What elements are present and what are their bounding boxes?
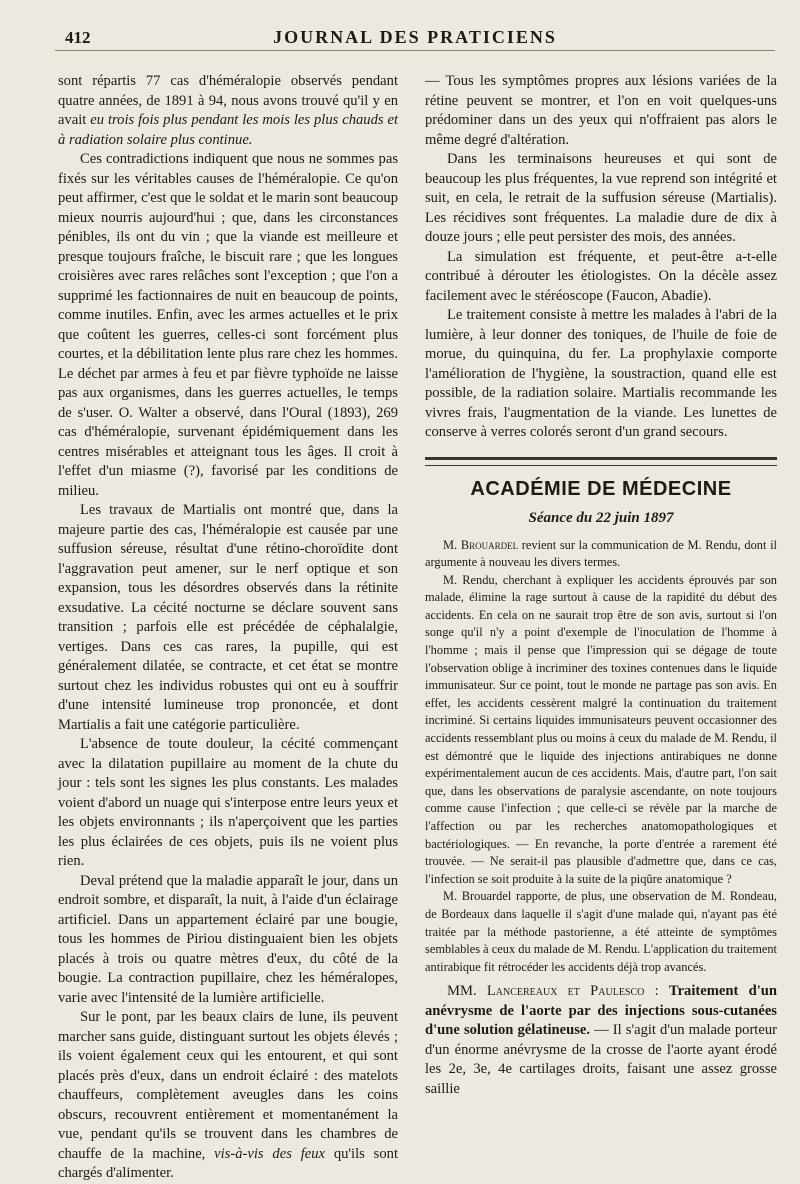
text-run: sont répartis 77 cas d'héméralopie observés pendant quatre années, de 1891 à 94, nous avons trouvé qu'il y en avait: [58, 73, 398, 128]
text-run: — Il s'agit d'un malade porteur d'un énorme anévrysme de la crosse de l'aorte ayant érodé les 2e, 3e, 4e cartilages droits, faisant une assez grosse saillie: [425, 1022, 777, 1097]
left-paragraph-4: L'absence de toute douleur, la cécité commençant avec la dilatation pupillaire au moment de la chute du jour : tels sont les signes les plus constants. Les malades voient d'abord un nuage qui s'interpose entre leurs yeux et les objets environnants ; ils n'aperçoivent que les parties les plus éclairées de ces objets, puis ils ne voient plus rien.: [58, 736, 398, 869]
academy-report: [425, 537, 777, 977]
text-run: qu'ils sont chargés d'alimenter.: [58, 1145, 398, 1181]
report-paragraph-2: M. Rendu, cherchant à expliquer les accidents éprouvés par son malade, élimine la rage surtout à cause de la rapidité du début des accidents. En cela on ne saurait trop être de son avis, surtout si l'on songe qu'il n'y a point d'exemple de l'inoculation de l'homme à l'homme ; mais il pense que l'impression qui se dégage de toute l'observation oblige à incriminer des toxines contenues dans le liquide immunisateur. Sur ce point, tout le monde ne partage pas son avis. En effet, les accidents cessèrent malgré la continuation du traitement incriminé. Si certains liquides immunisateurs peuvent occasionner des accidents ressemblant plus ou moins à ceux du malade de M. Rendu, il est démontré que le liquide des injections antirabiques ne donne expérimentalement aucun de ces accidents. Mais, d'autre part, l'on sait que, dans les observations de paralysie ascendante, on note toujours comme cause l'infection ; que celle-ci se révèle par la marche de l'affection ou par les recherches anatomopathologiques et bactériologiques. — En revanche, la porte d'entrée a rarement été trouvée. — Ne serait-il pas plausible d'admettre que, dans ce cas, l'infection se soit produite à la suite de la piqûre anatomique ?: [425, 572, 777, 886]
text-run: revient sur la communication de M. Rendu, dont il argumente à nouveau les divers termes.: [425, 537, 777, 570]
left-paragraph-2: Ces contradictions indiquent que nous ne sommes pas fixés sur les véritables causes de l'héméralopie. Ce qu'on peut affirmer, c'est que le soldat et le marin sont beaucoup mieux nourris aujourd'hui ; que, dans les circonstances pénibles, ils ont du vin ; que la viande est meilleure et presque toujours fraîche, le biscuit rare ; que les longues croisières avec rares relâches sont l'exception ; que l'on a supprimé les factionnaires de nuit en beaucoup de points, comme inutiles. Enfin, avec les armes actuelles et le prix que coûtent les guerres, celles-ci sont forcément plus courtes, et la débilitation lente plus rare chez les hommes. Le déchet par armes à feu et par fièvre typhoïde ne laisse pas aux organismes, dans les guerres actuelles, le temps de s'user. O. Walter a observé, dans l'Oural (1893), 269 cas d'héméralopie, survenant épidémiquement dans les centres misérables et atteignant tous les âges. Il croit à l'effet d'un miasme (?), favorisé par les conditions de milieu.: [58, 151, 398, 499]
journal-title: JOURNAL DES PRATICIENS: [273, 27, 557, 47]
left-paragraph-5: Deval prétend que la maladie apparaît le jour, dans un endroit sombre, et disparaît, la nuit, à l'aide d'un éclairage artificiel. Dans un appartement éclairé par une bougie, tous les hommes de Piriou distinguaient bien les objets placés à trois ou quatre mètres d'eux, du côté de la bougie. La contraction pupillaire, chez les héméralopes, varie avec l'intensité de la lumière artificielle.: [58, 872, 398, 1006]
text-run: Sur le pont, par les beaux clairs de lune, ils peuvent marcher sans guide, distinguant surtout les objets élevés ; ils voient également ceux qui les entourent, et qui sont placés près d'eux, dans un endroit éclairé : des matelots chauffeurs, complètement aveugles dans les coins obscurs, recouvrent entièrement et momentanément la vue, pendant qu'ils se trouvent dans les chambres de chauffe de la machine,: [58, 1009, 398, 1162]
page-number: 412: [65, 28, 91, 47]
right-paragraph-3: La simulation est fréquente, et peut-être a-t-elle contribué à dérouter les étiologistes. On la décèle assez facilement avec le stéréoscope (Faucon, Abadie).: [425, 248, 777, 304]
left-paragraph-6: [58, 1008, 398, 1184]
left-paragraph-3: Les travaux de Martialis ont montré que, dans la majeure partie des cas, l'héméralopie est causée par une suffusion séreuse, résultat d'une rétino-choroïdite dont l'aggravation peut amener, sur le nerf optique et son expansion, tous les désordres observés dans la rétinite exsudative. La cécité nocturne se déclare souvent sans transition ; parfois elle est précédée de céphalalgie, vertiges. Dans ces cas rares, la pupille, qui est généralement dilatée, se contracte, et cet état se montre surtout chez les individus robustes qui ont eu à souffrir d'une intensité lumineuse trop prononcée, et dont Martialis a fait une catégorie particulière.: [58, 502, 398, 733]
text-run: M.: [443, 537, 461, 552]
report-paragraph-1: [425, 537, 777, 572]
speaker-name: Brouardel: [460, 537, 519, 552]
text-run: MM.: [447, 983, 487, 1000]
left-column: [58, 72, 399, 1181]
text-run: :: [644, 983, 669, 1000]
left-paragraph-1: [58, 72, 398, 150]
communication-title: Traitement d'un anévrysme de l'aorte par des injections sous-cutanées d'une solution gélatineuse.: [425, 983, 777, 1039]
report-paragraph-3: M. Brouardel rapporte, de plus, une observation de M. Rondeau, de Bordeaux dans laquelle il s'agit d'une malade qui, n'ayant pas été traitée par la méthode pastorienne, a été atteinte de symptômes semblables à ceux du malade de M. Rendu. L'application du traitement antirabique fit rétrocéder les accidents déjà trop avancés.: [425, 889, 777, 974]
speaker-names: Lancereaux et Paulesco: [486, 983, 645, 1000]
report-paragraph-4: [425, 982, 777, 1099]
session-date: Séance du 22 juin 1897: [528, 510, 674, 526]
italic-text: vis-à-vis des feux: [214, 1145, 326, 1162]
right-paragraph-2: Dans les terminaisons heureuses et qui sont de beaucoup les plus fréquentes, la vue reprend son intégrité et suit, en cela, le retrait de la suffusion séreuse (Martialis). Les récidives sont fréquentes. La maladie dure de dix à douze jours ; elle peut persister des mois, des années.: [425, 151, 777, 245]
right-paragraph-4: Le traitement consiste à mettre les malades à l'abri de la lumière, à leur donner des toniques, de l'huile de foie de morue, du quinquina, du fer. La prophylaxie comporte l'amélioration de l'hygiène, la soustraction, quand elle est possible, de la radiation solaire. Martialis recommande les vivres frais, l'augmentation de la viande. Les lunettes de conserve à verres colorés seront d'un grand secours.: [425, 307, 777, 440]
right-paragraph-1: — Tous les symptômes propres aux lésions variées de la rétine peuvent se montrer, et l'on en voit quelques-uns prédominer dans un des yeux qui n'offraient pas alors le même degré d'altération.: [425, 73, 777, 148]
section-title: ACADÉMIE DE MÉDECINE: [470, 477, 732, 500]
running-header: [55, 24, 775, 51]
right-column: [425, 72, 777, 1097]
section-divider: [425, 457, 777, 466]
italic-text: eu trois fois plus pendant les mois les plus chauds et à radiation solaire plus continue.: [58, 112, 399, 148]
